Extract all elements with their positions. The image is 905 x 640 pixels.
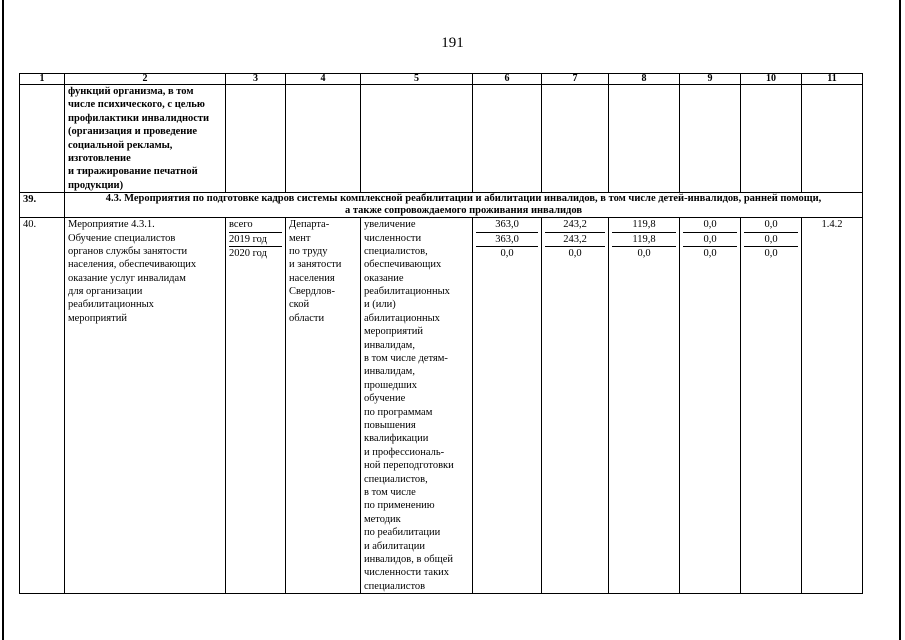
section-title: 4.3. Мероприятия по подготовке кадров системы комплексной реабилитации и абилитации инвалидов, в том числе детей-инвалидов, ранней помощи, а также сопровождаемого проживания инвалидов <box>65 193 863 218</box>
value-cell-col6: 363,0 363,0 0,0 <box>473 218 542 594</box>
table-header-row <box>20 74 863 85</box>
scan-left-border <box>2 0 4 640</box>
col-header-10: 10 <box>741 74 802 85</box>
col-header-7: 7 <box>542 74 609 85</box>
col-header-11: 11 <box>802 74 863 85</box>
scan-right-border <box>899 0 901 640</box>
value-cell-col9: 0,0 0,0 0,0 <box>680 218 741 594</box>
value-cell-col8: 119,8 119,8 0,0 <box>609 218 680 594</box>
col-header-2: 2 <box>65 74 226 85</box>
table-row-40 <box>20 218 863 594</box>
col-header-6: 6 <box>473 74 542 85</box>
continuation-text: функций организма, в том числе психического, с целью профилактики инвалидности (организация и проведение социальной рекламы, изготовление и тиражирование печатной продукции) <box>65 85 226 193</box>
col-header-9: 9 <box>680 74 741 85</box>
measure-name: Мероприятие 4.3.1. Обучение специалистов органов службы занятости населения, обеспечивающих оказание услуг инвалидам для организации реабилитационных мероприятий <box>65 218 226 594</box>
row-number: 40. <box>20 218 65 594</box>
executor-cell: Департа- мент по труду и занятости населения Свердлов- ской области <box>286 218 361 594</box>
col-header-5: 5 <box>361 74 473 85</box>
program-table <box>19 73 863 594</box>
section-row <box>20 193 863 218</box>
col-header-4: 4 <box>286 74 361 85</box>
col-header-1: 1 <box>20 74 65 85</box>
col-header-8: 8 <box>609 74 680 85</box>
page-number: 191 <box>441 35 464 51</box>
period-cell: всего 2019 год 2020 год <box>226 218 286 594</box>
indicator-cell: увеличение численности специалистов, обеспечивающих оказание реабилитационных и (или) абилитационных мероприятий инвалидам, в том числе детям- инвалидам, прошедших обучение по программам повышения квалификации и профессиональ- ной переподготовки специалистов, в том числе по применению методик по реабилитации и абилитации инвалидов, в общей численности таких специалистов <box>361 218 473 594</box>
continuation-row <box>20 85 863 193</box>
value-cell-col10: 0,0 0,0 0,0 <box>741 218 802 594</box>
value-cell-col7: 243,2 243,2 0,0 <box>542 218 609 594</box>
target-ref-cell: 1.4.2 <box>802 218 863 594</box>
row-number: 39. <box>20 193 65 218</box>
col-header-3: 3 <box>226 74 286 85</box>
